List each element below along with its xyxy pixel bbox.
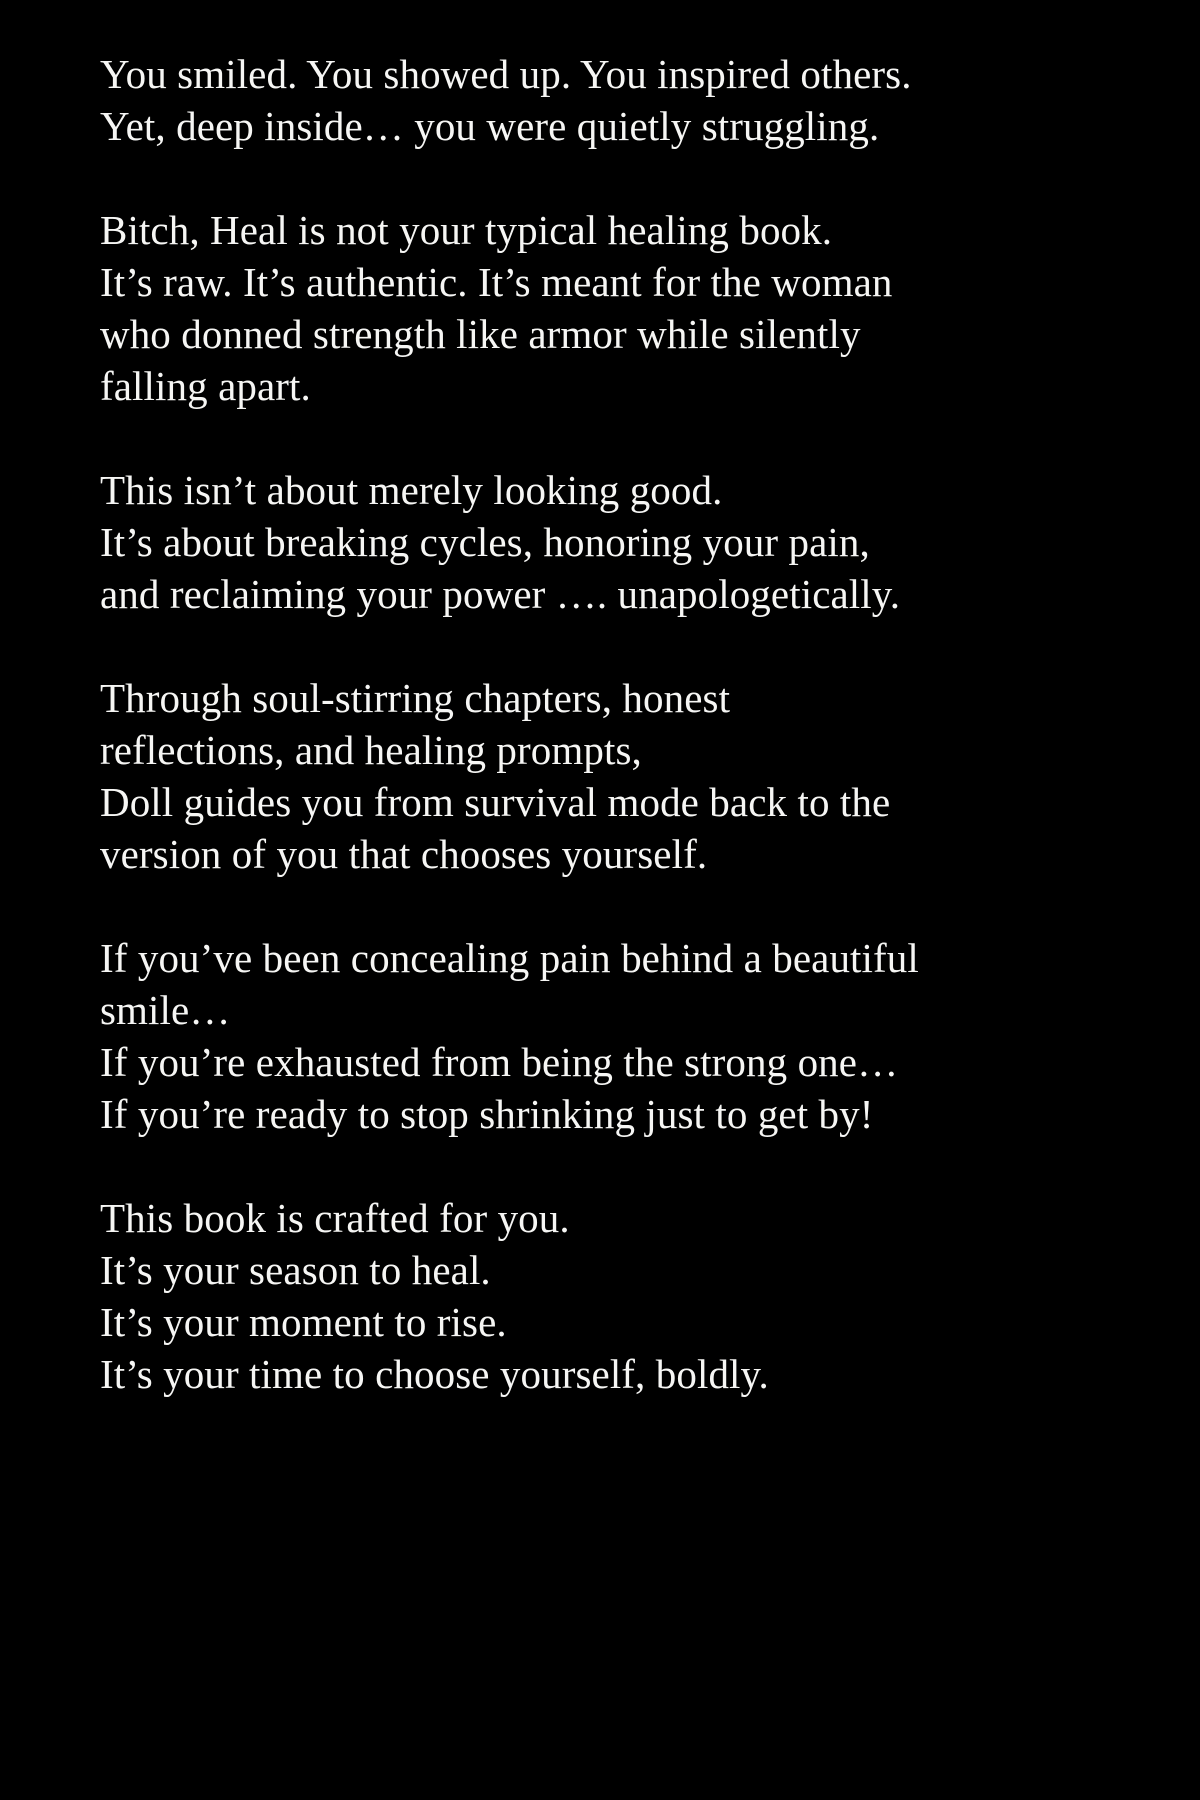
text-line: who donned strength like armor while silently <box>100 311 861 357</box>
text-line: reflections, and healing prompts, <box>100 727 642 773</box>
text-line: You smiled. You showed up. You inspired others. <box>100 51 912 97</box>
text-line: Yet, deep inside… you were quietly struggling. <box>100 103 880 149</box>
text-line: It’s about breaking cycles, honoring your pain, <box>100 519 870 565</box>
text-line: Through soul-stirring chapters, honest <box>100 675 731 721</box>
paragraph-closing <box>100 1192 1080 1400</box>
text-line: and reclaiming your power …. unapologetically. <box>100 571 901 617</box>
text-line: This isn’t about merely looking good. <box>100 467 723 513</box>
text-line: falling apart. <box>100 363 311 409</box>
text-line: It’s your season to heal. <box>100 1247 491 1293</box>
text-line: It’s your time to choose yourself, boldly. <box>100 1351 769 1397</box>
paragraph-about-the-book <box>100 204 1080 412</box>
text-line: If you’re exhausted from being the strong one… <box>100 1039 899 1085</box>
paragraph-intro <box>100 48 1080 152</box>
text-line: It’s your moment to rise. <box>100 1299 507 1345</box>
paragraph-if-you <box>100 932 1080 1140</box>
text-line: version of you that chooses yourself. <box>100 831 708 877</box>
text-line: If you’re ready to stop shrinking just to get by! <box>100 1091 874 1137</box>
paragraph-not-about-looking-good <box>100 464 1080 620</box>
text-line: smile… <box>100 987 231 1033</box>
text-line: Bitch, Heal is not your typical healing book. <box>100 207 833 253</box>
text-line: If you’ve been concealing pain behind a beautiful <box>100 935 919 981</box>
text-line: This book is crafted for you. <box>100 1195 570 1241</box>
text-line: It’s raw. It’s authentic. It’s meant for the woman <box>100 259 893 305</box>
paragraph-chapters <box>100 672 1080 880</box>
text-line: Doll guides you from survival mode back to the <box>100 779 891 825</box>
